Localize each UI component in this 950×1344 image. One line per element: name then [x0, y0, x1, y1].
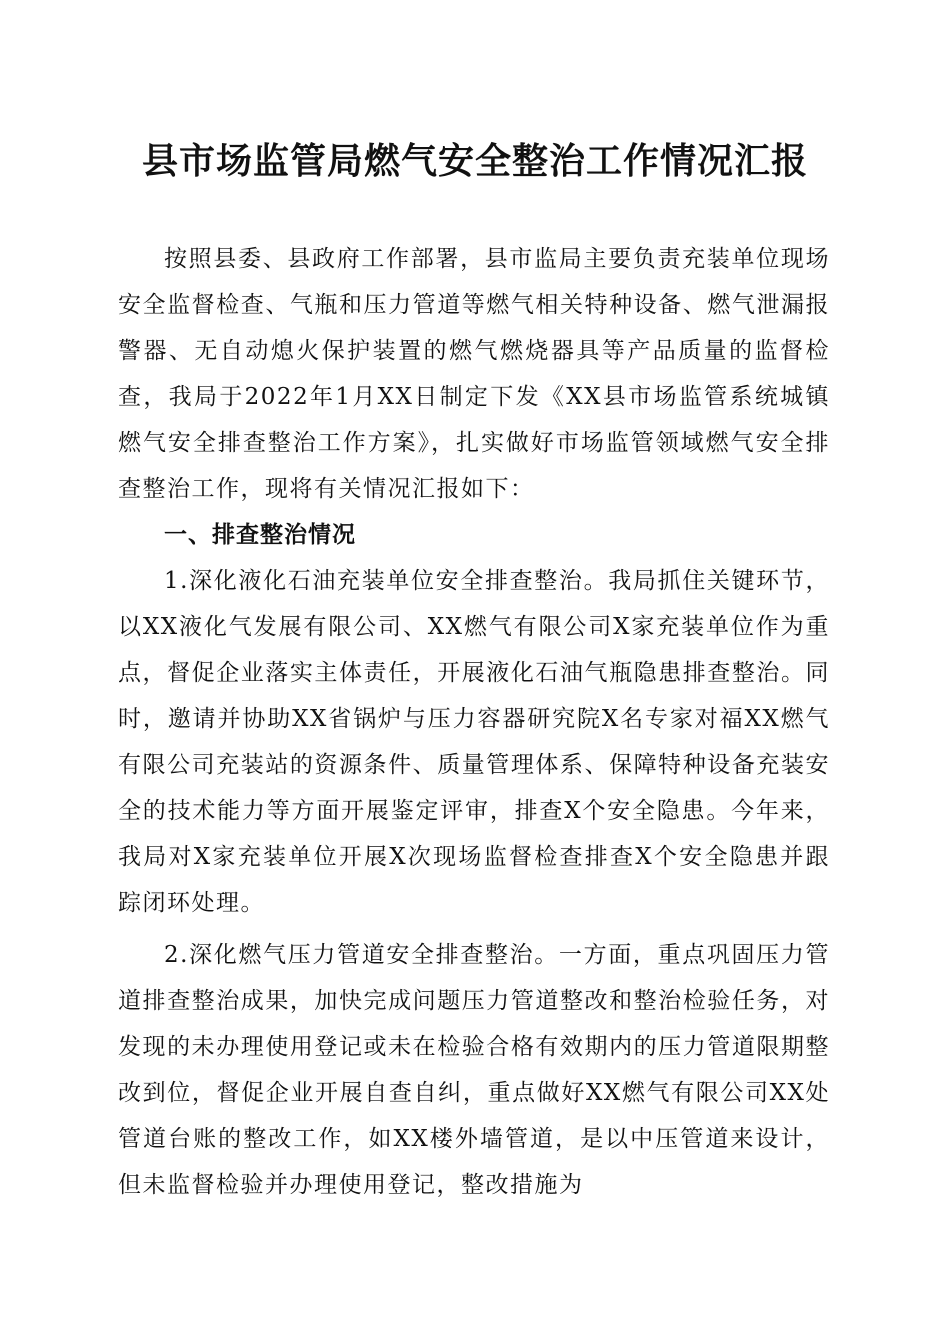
intro-paragraph: 按照县委、县政府工作部署，县市监局主要负责充装单位现场安全监督检查、气瓶和压力管道等燃气相关特种设备、燃气泄漏报警器、无自动熄火保护装置的燃气燃烧器具等产品质量的监督检查，我局于2022年1月XX日制定下发《XX县市场监管系统城镇燃气安全排查整治工作方案》，扎实做好市场监管领域燃气安全排查整治工作，现将有关情况汇报如下： — [118, 246, 830, 502]
item-2-paragraph: 2.深化燃气压力管道安全排查整治。一方面，重点巩固压力管道排查整治成果，加快完成问题压力管道整改和整治检验任务，对发现的未办理使用登记或未在检验合格有效期内的压力管道限期整改到位，督促企业开展自查自纠，重点做好XX燃气有限公司XX处管道台账的整改工作，如XX楼外墙管道，是以中压管道来设计，但未监督检验并办理使用登记，整改措施为 — [118, 942, 830, 1198]
section-heading: 一、排查整治情况 — [164, 522, 356, 548]
item-1-paragraph: 1.深化液化石油充装单位安全排查整治。我局抓住关键环节，以XX液化气发展有限公司、XX燃气有限公司X家充装单位作为重点，督促企业落实主体责任，开展液化石油气瓶隐患排查整治。同时，邀请并协助XX省锅炉与压力容器研究院X名专家对福XX燃气有限公司充装站的资源条件、质量管理体系、保障特种设备充装安全的技术能力等方面开展鉴定评审，排查X个安全隐患。今年来，我局对X家充装单位开展X次现场监督检查排查X个安全隐患并跟踪闭环处理。 — [118, 568, 830, 916]
document-title: 县市场监管局燃气安全整治工作情况汇报 — [141, 140, 808, 182]
document-body — [118, 236, 830, 1208]
